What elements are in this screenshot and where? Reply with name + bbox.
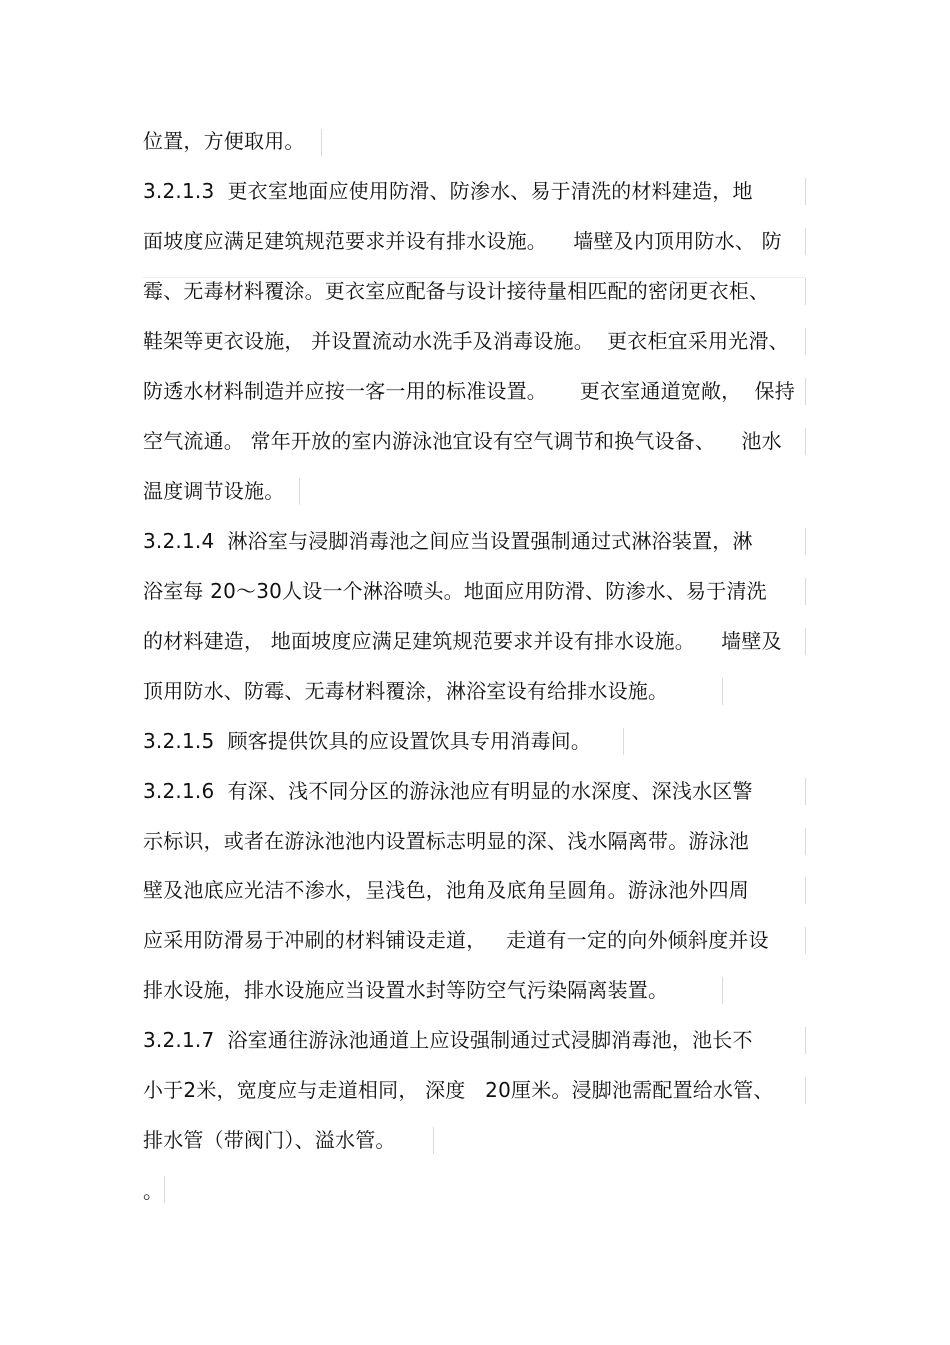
text-line: 鞋架等更衣设施， 并设置流动水洗手及消毒设施。 更衣柜宜采用光滑、 <box>143 329 789 353</box>
line-divider <box>722 977 723 1004</box>
text-line: 3.2.1.3 更衣室地面应使用防滑、防渗水、易于清洗的材料建造，地 <box>143 179 753 203</box>
line-divider <box>805 278 806 305</box>
text-line: 排水管（带阀门）、溢水管。 <box>143 1128 396 1152</box>
line-divider <box>805 378 806 405</box>
text-line: 3.2.1.5 顾客提供饮具的应设置饮具专用消毒间。 <box>143 729 592 753</box>
line-divider <box>805 1027 806 1054</box>
line-divider <box>299 478 300 505</box>
line-divider <box>805 578 806 605</box>
text-line: 示标识，或者在游泳池池内设置标志明显的深、浅水隔离带。游泳池 <box>143 829 749 853</box>
text-line: 温度调节设施。 <box>143 479 285 503</box>
line-divider <box>805 778 806 805</box>
line-divider <box>805 628 806 655</box>
text-line: 小于2米，宽度应与走道相同， 深度 20厘米。浸脚池需配置给水管、 <box>143 1078 774 1102</box>
line-divider <box>805 228 806 255</box>
line-divider <box>805 528 806 555</box>
text-line: 面坡度应满足建筑规范要求并设有排水设施。 墙壁及内顶用防水、 防 <box>143 229 782 253</box>
text-line: 排水设施，排水设施应当设置水封等防空气污染隔离装置。 <box>143 978 669 1002</box>
text-line: 3.2.1.7 浴室通往游泳池通道上应设强制通过式浸脚消毒池，池长不 <box>143 1028 753 1052</box>
text-line: 浴室每 20～30人设一个淋浴喷头。地面应用防滑、防渗水、易于清洗 <box>143 579 767 603</box>
line-divider <box>722 678 723 705</box>
text-line: 壁及池底应光洁不渗水，呈浅色，池角及底角呈圆角。游泳池外四周 <box>143 878 749 902</box>
line-divider <box>805 328 806 355</box>
line-divider <box>805 428 806 455</box>
text-line: 空气流通。 常年开放的室内游泳池宜设有空气调节和换气设备、 池水 <box>143 429 782 453</box>
line-divider <box>805 927 806 954</box>
line-divider <box>805 828 806 855</box>
text-line: 防透水材料制造并应按一客一用的标准设置。 更衣室通道宽敞， 保持 <box>143 379 795 403</box>
text-line: 3.2.1.4 淋浴室与浸脚消毒池之间应当设置强制通过式淋浴装置，淋 <box>143 529 753 553</box>
line-divider <box>805 178 806 205</box>
line-divider <box>805 877 806 904</box>
line-divider <box>433 1127 434 1154</box>
line-divider <box>623 728 624 755</box>
line-divider <box>805 1077 806 1104</box>
text-line: 3.2.1.6 有深、浅不同分区的游泳池应有明显的水深度、深浅水区警 <box>143 779 753 803</box>
line-divider <box>321 129 322 156</box>
text-line: 顶用防水、防霉、无毒材料覆涂，淋浴室设有给排水设施。 <box>143 679 669 703</box>
line-divider <box>164 1176 165 1203</box>
text-line: 霉、无毒材料覆涂。更衣室应配备与设计接待量相匹配的密闭更衣柜、 <box>143 279 770 303</box>
text-line: 的材料建造， 地面坡度应满足建筑规范要求并设有排水设施。 墙壁及 <box>143 629 782 653</box>
text-line: 。 <box>143 1179 164 1203</box>
text-line: 位置，方便取用。 <box>143 129 305 153</box>
text-line: 应采用防滑易于冲刷的材料铺设走道， 走道有一定的向外倾斜度并设 <box>143 928 769 952</box>
